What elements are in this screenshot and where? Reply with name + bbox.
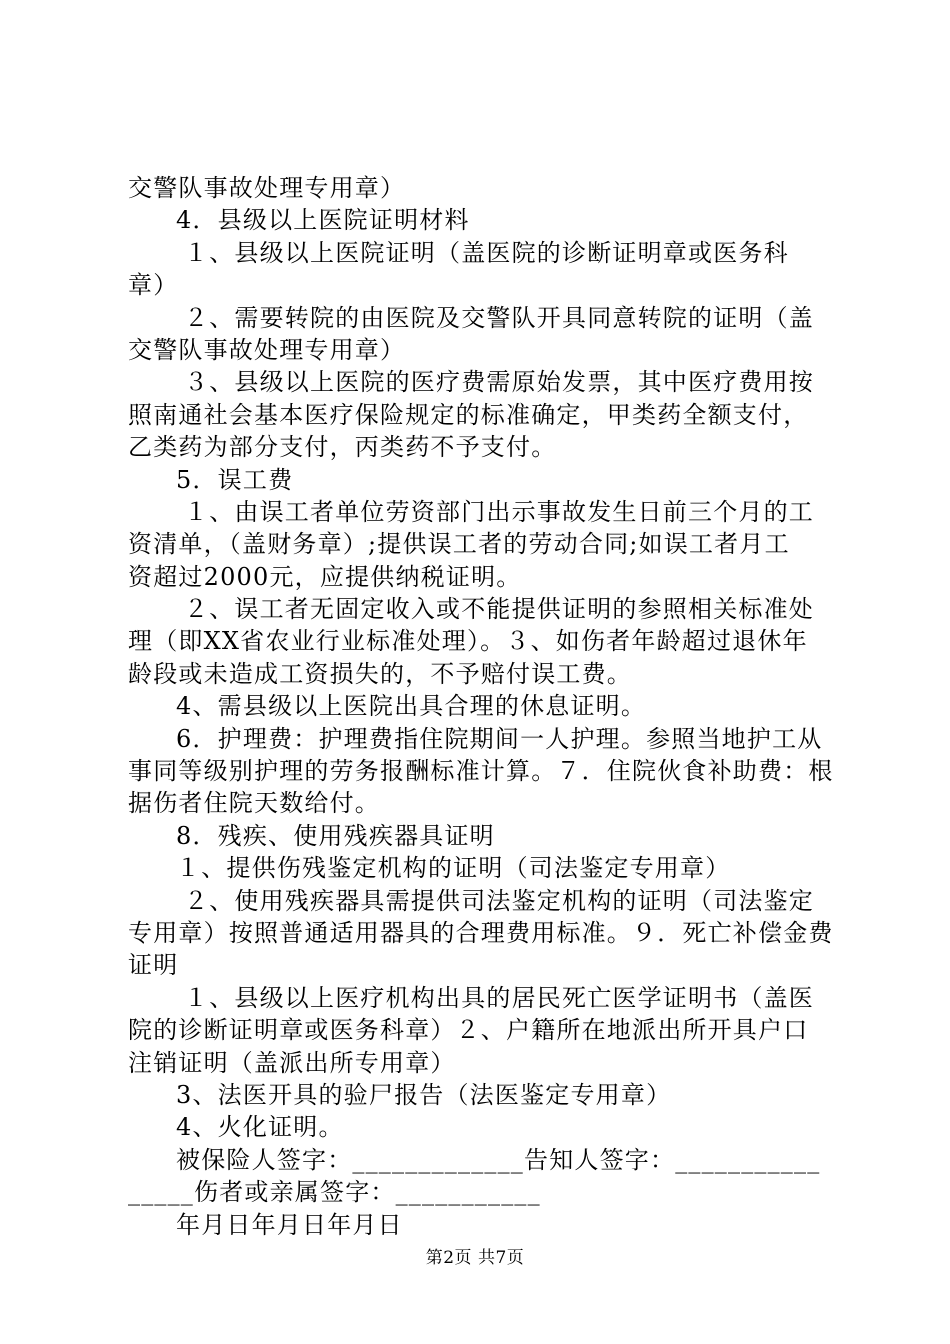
text-line: 交警队事故处理专用章） xyxy=(128,335,406,364)
text-line: 4、火化证明。 xyxy=(176,1113,344,1142)
text-line: 3、法医开具的验尸报告（法医鉴定专用章） xyxy=(176,1080,672,1109)
page-footer: 第2页 共7页 xyxy=(425,1248,525,1268)
text-line: 4、需县级以上医院出具合理的休息证明。 xyxy=(176,692,647,721)
text-line: 年月日年月日年月日 xyxy=(176,1210,403,1239)
text-line: 交警队事故处理专用章） xyxy=(128,174,406,202)
text-line: 事同等级别护理的劳务报酬标准计算。７．住院伙食补助费：根 xyxy=(128,757,834,786)
text-line: 5．误工费 xyxy=(176,465,294,494)
text-line: 资超过2000元，应提供纳税证明。 xyxy=(128,562,522,591)
text-line: １、县级以上医院证明（盖医院的诊断证明章或医务科 xyxy=(184,238,789,267)
text-line: 乙类药为部分支付，丙类药不予支付。 xyxy=(128,433,557,462)
text-line: 被保险人签字：_____________告知人签字：___________ xyxy=(176,1145,821,1174)
text-line: １、提供伤残鉴定机构的证明（司法鉴定专用章） xyxy=(176,854,731,883)
text-line: 证明 xyxy=(128,951,179,980)
text-line: 4．县级以上医院证明材料 xyxy=(176,206,470,235)
text-line: ３、县级以上医院的医疗费需原始发票，其中医疗费用按 xyxy=(184,368,814,397)
text-line: 专用章）按照普通适用器具的合理费用标准。９．死亡补偿金费 xyxy=(128,918,834,947)
text-line: 章） xyxy=(128,271,179,300)
text-line: １、由误工者单位劳资部门出示事故发生日前三个月的工 xyxy=(184,497,814,526)
text-line: 注销证明（盖派出所专用章） xyxy=(128,1048,456,1077)
text-line: 院的诊断证明章或医务科章）２、户籍所在地派出所开具户口 xyxy=(128,1016,809,1045)
text-line: 资清单，（盖财务章）;提供误工者的劳动合同;如误工者月工 xyxy=(128,530,790,559)
text-line: 照南通社会基本医疗保险规定的标准确定，甲类药全额支付， xyxy=(128,400,809,429)
text-line: 6．护理费：护理费指住院期间一人护理。参照当地护工从 xyxy=(176,724,823,753)
document-body xyxy=(128,172,833,1241)
text-line: _____伤者或亲属签字：___________ xyxy=(128,1178,541,1207)
text-line: 据伤者住院天数给付。 xyxy=(128,789,380,818)
text-line: 理（即XX省农业行业标准处理）。３、如伤者年龄超过退休年 xyxy=(128,627,808,656)
text-line: ２、需要转院的由医院及交警队开具同意转院的证明（盖 xyxy=(184,303,814,332)
text-line: 龄段或未造成工资损失的，不予赔付误工费。 xyxy=(128,659,632,688)
text-line: １、县级以上医疗机构出具的居民死亡医学证明书（盖医 xyxy=(184,983,814,1012)
text-line: 8．残疾、使用残疾器具证明 xyxy=(176,821,495,850)
text-line: ２、误工者无固定收入或不能提供证明的参照相关标准处 xyxy=(184,595,814,624)
text-line: ２、使用残疾器具需提供司法鉴定机构的证明（司法鉴定 xyxy=(184,886,814,915)
